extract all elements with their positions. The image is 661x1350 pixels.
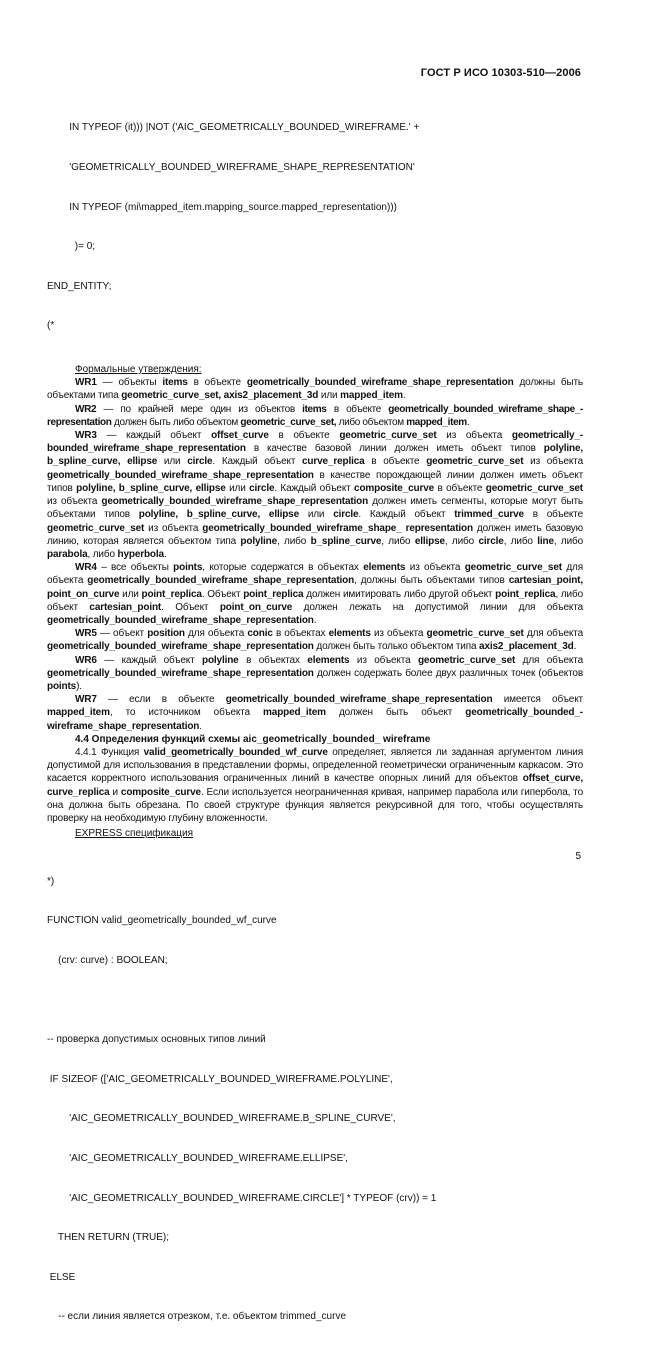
code-line: *) (47, 875, 55, 887)
section-heading-4-4: 4.4 Определения функций схемы aic_geometrically_bounded_ wireframe (75, 733, 431, 745)
paragraph-4-4-1: 4.4.1 Функция valid_geometrically_bounded_wf_curve определяет, является ли заданная аргументом линия допустимой для использования в представлении формы, определенной геометрически ограниченным каркасом. Это касается корректного использования ограниченных линий в качестве опорных линий для объектов offset_curve, curve_replica и composite_curve. Если используется неограниченная кривая, например парабола или гипербола, то она должна быть обрезана. По своей структуре функция является рекурсивной для того, чтобы осуществлять проверку на необходимую глубину вложенности. (47, 746, 583, 824)
rule-wr4: WR4 – все объекты points, которые содержатся в объектах elements из объекта geometric_curve_set для объекта geometrically_bounded_wireframe_shape_representation, должны быть объектами типов cartesian_point, point_on_curve или point_replica. Объект point_replica должен имитировать либо другой объект point_replica, либо объект cartesian_point. Объект point_on_curve должен лежать на допустимой линии для объекта geometrically_bounded_wireframe_shape_representation. (47, 562, 583, 626)
express-spec-heading: EXPRESS спецификация (75, 828, 194, 840)
code-line: 'AIC_GEOMETRICALLY_BOUNDED_WIREFRAME.CIRCLE'] * TYPEOF (crv)) = 1 (47, 1192, 437, 1204)
code-block-top (47, 95, 583, 359)
code-line: IN TYPEOF (it))) |NOT ('AIC_GEOMETRICALLY_BOUNDED_WIREFRAME.' + (47, 122, 420, 134)
code-line: 'GEOMETRICALLY_BOUNDED_WIREFRAME_SHAPE_REPRESENTATION' (47, 162, 415, 174)
code-line: ELSE (47, 1271, 76, 1283)
rule-wr7: WR7 — если в объекте geometrically_bounded_wireframe_shape_representation имеется объект mapped_item, то источником объекта mapped_item должен быть объект geometrically_bounded_-wireframe_shape_representation. (47, 694, 583, 732)
rule-wr5: WR5 — объект position для объекта conic в объектах elements из объекта geometric_curve_set для объекта geometrically_bounded_wireframe_shape_representation должен быть только объектом типа axis2_placement_3d. (47, 628, 583, 653)
code-block-bottom (47, 848, 583, 1350)
code-line: FUNCTION valid_geometrically_bounded_wf_curve (47, 915, 277, 927)
code-line: END_ENTITY; (47, 280, 112, 292)
code-line: )= 0; (47, 241, 96, 253)
page-number: 5 (575, 851, 581, 862)
code-line: IN TYPEOF (mi\mapped_item.mapping_source.mapped_representation))) (47, 201, 397, 213)
code-line: -- проверка допустимых основных типов линий (47, 1034, 266, 1046)
code-line: IF SIZEOF (['AIC_GEOMETRICALLY_BOUNDED_WIREFRAME.POLYLINE', (47, 1073, 393, 1085)
rule-wr2: WR2 — по крайней мере один из объектов items в объекте geometrically_bounded_wireframe_shape_-representation должен быть либо объектом geometric_curve_set, либо объектом mapped_item. (47, 403, 583, 428)
code-line: (* (47, 320, 55, 332)
page-content (47, 95, 583, 1350)
running-header: ГОСТ Р ИСО 10303-510—2006 (420, 67, 581, 79)
code-line: 'AIC_GEOMETRICALLY_BOUNDED_WIREFRAME.B_SPLINE_CURVE', (47, 1113, 396, 1125)
code-line (47, 994, 583, 1007)
rule-wr6: WR6 — каждый объект polyline в объектах elements из объекта geometric_curve_set для объекта geometrically_bounded_wireframe_shape_representation должен содержать более двух различных точек (объектов points). (47, 654, 583, 692)
rule-wr3: WR3 — каждый объект offset_curve в объекте geometric_curve_set из объекта geometrically_-bounded_wireframe_shape_representation в качестве базовой линии должен иметь объект типов polyline, b_spline_curve, ellipse или circle. Каждый объект curve_replica в объекте geometric_curve_set из объекта geometrically_bounded_wireframe_shape_representation в качестве порождающей линии должен иметь объект типов polyline, b_spline_curve, ellipse или circle. Каждый объект composite_curve в объекте geometric_curve_set из объекта geometrically_bounded_wireframe_shape_representation должен иметь сегменты, которые могут быть объектами типов polyline, b_spline_curve, ellipse или circle. Каждый объект trimmed_curve в объекте geometric_curve_set из объекта geometrically_bounded_wireframe_shape_ representation должен иметь базовую линию, которая является объектом типа polyline, либо b_spline_curve, либо ellipse, либо circle, либо line, либо parabola, либо hyperbola. (47, 430, 584, 560)
code-line: -- если линия является отрезком, т.е. объектом trimmed_curve (47, 1311, 346, 1323)
formal-rules-heading: Формальные утверждения: (75, 364, 202, 376)
code-line: 'AIC_GEOMETRICALLY_BOUNDED_WIREFRAME.ELLIPSE', (47, 1153, 348, 1165)
code-line: (crv: curve) : BOOLEAN; (47, 955, 168, 966)
code-line: THEN RETURN (TRUE); (47, 1232, 170, 1244)
rule-wr1: WR1 — объекты items в объекте geometrically_bounded_wireframe_shape_representation должны быть объектами типа geometric_curve_set, axis2_placement_3d или mapped_item. (47, 377, 583, 402)
